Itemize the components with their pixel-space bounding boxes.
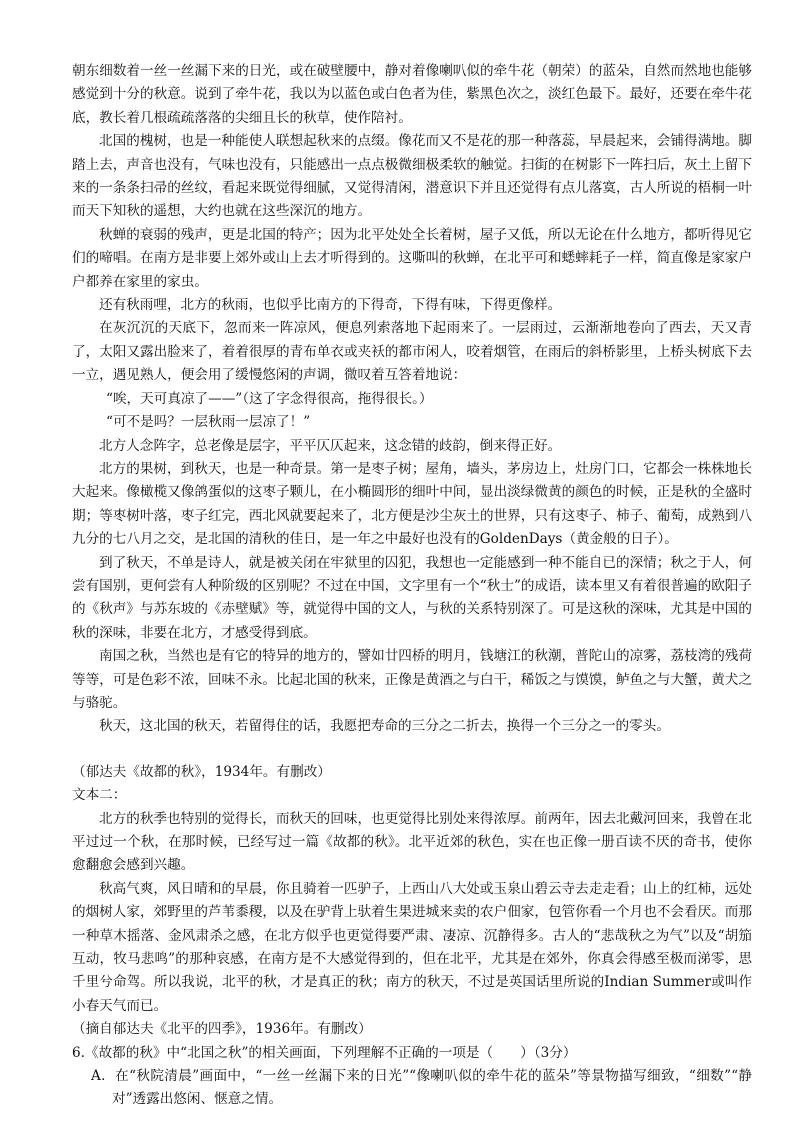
text-two (72, 784, 752, 1041)
text2-paragraph-1: 北方的秋季也特别的觉得长，而秋天的回味，也更觉得比别处来得浓厚。前两年，因去北戴河回来，我曾在北平过过一个秋，在那时候，已经写过一篇《故都的秋》。北平近郊的秋色，实在也正像一册百读不厌的奇书，使你愈翻愈会感到兴趣。 (72, 810, 752, 874)
text-one (72, 60, 752, 784)
question-option-a: A．在“秋院清晨”画面中，“一丝一丝漏下来的日光”“像喇叭似的牵牛花的蓝朵”等景物描写细致，“细数”“静对”透露出悠闲、惬意之情。 (91, 1068, 752, 1108)
question-6 (72, 1042, 752, 1112)
question-stem: 6.《故都的秋》中“北国之秋”的相关画面，下列理解不正确的一项是（ ）（3分） (72, 1044, 577, 1061)
document-page (72, 60, 752, 1112)
text1-dialogue-1: “唉，天可真凉了——”（这了字念得很高，拖得很长。） (106, 390, 433, 407)
text1-source: （郁达夫《故都的秋》，1934年。有删改） (72, 763, 331, 780)
paragraph-gap (72, 739, 752, 761)
text1-paragraph-5: 在灰沉沉的天底下，忽而来一阵凉风，便息列索落地下起雨来了。一层雨过，云渐渐地卷向了西去，天又青了，太阳又露出脸来了，着着很厚的青布单衣或夹袄的都市闲人，咬着烟管，在雨后的斜桥影里，上桥头树底下去一立，遇见熟人，便会用了缓慢悠闲的声调，微叹着互答着地说： (72, 320, 752, 384)
text1-paragraph-12: 秋天，这北国的秋天，若留得住的话，我愿把寿命的三分之二折去，换得一个三分之一的零头。 (99, 718, 670, 735)
text1-paragraph-8: 北方人念阵字，总老像是层字，平平仄仄起来，这念错的歧韵，倒来得正好。 (99, 437, 562, 454)
text2-paragraph-2: 秋高气爽，风日晴和的早晨，你且骑着一匹驴子，上西山八大处或玉泉山碧云寺去走走看；山上的红柿，远处的烟树人家，郊野里的芦苇黍稷，以及在驴背上驮着生果进城来卖的农户佃家，包管你看一个月也不会看厌。而那一种草木摇落、金风肃杀之感，在北方似乎也更觉得要严肃、凄凉、沉静得多。古人的“悲哉秋之为气”以及“胡笳互动，牧马悲鸣”的那种哀感，在南方是不大感觉得到的，但在北平，尤其是在郊外，你真会得感至极而涕零，思千里兮命驾。所以我说，北平的秋，才是真正的秋；南方的秋天，不过是英国话里所说的Indian Summer或叫作小春天气而已。 (72, 880, 752, 1014)
text1-paragraph-10: 到了秋天，不单是诗人，就是被关闭在牢狱里的囚犯，我想也一定能感到一种不能自已的深情；秋之于人，何尝有国别，更何尝有人种阶级的区别呢？不过在中国，文字里有一个“秋士”的成语，读本里又有着很普遍的欧阳子的《秋声》与苏东坡的《赤壁赋》等，就觉得中国的文人，与秋的关系特别深了。可是这秋的深味，尤其是中国的秋的深味，非要在北方，才感受得到底。 (72, 554, 752, 641)
text2-heading: 文本二： (72, 787, 127, 804)
text1-paragraph-3: 秋蝉的衰弱的残声，更是北国的特产；因为北平处处全长着树，屋子又低，所以无论在什么地方，都听得见它们的啼唱。在南方是非要上郊外或山上去才听得到的。这嘶叫的秋蝉，在北平可和蟋蟀耗子一样，简直像是家家户户都养在家里的家虫。 (72, 226, 752, 290)
text1-paragraph-1: 朝东细数着一丝一丝漏下来的日光，或在破壁腰中，静对着像喇叭似的牵牛花（朝荣）的蓝朵，自然而然地也能够感觉到十分的秋意。说到了牵牛花，我以为以蓝色或白色者为佳，紫黑色次之，淡红色最下。最好，还要在牵牛花底，教长着几根疏疏落落的尖细且长的秋草，使作陪衬。 (72, 63, 752, 126)
text1-paragraph-9: 北方的果树，到秋天，也是一种奇景。第一是枣子树；屋角，墙头，茅房边上，灶房门口，它都会一株株地长大起来。像橄榄又像鸽蛋似的这枣子颗儿，在小椭圆形的细叶中间，显出淡绿微黄的颜色的时候，正是秋的全盛时期；等枣树叶落，枣子红完，西北风就要起来了，北方便是沙尘灰土的世界，只有这枣子、柿子、葡萄，成熟到八九分的七八月之交，是北国的清秋的佳日，是一年之中最好也没有的GoldenDays（黄金般的日子）。 (72, 460, 752, 548)
text1-paragraph-2: 北国的槐树，也是一种能使人联想起秋来的点缀。像花而又不是花的那一种落蕊，早晨起来，会铺得满地。脚踏上去，声音也没有，气味也没有，只能感出一点点极微细极柔软的触觉。扫街的在树影下一阵扫后，灰土上留下来的一条条扫帚的丝纹，看起来既觉得细腻，又觉得清闲，潜意识下并且还觉得有点儿落寞，古人所说的梧桐一叶而天下知秋的遥想，大约也就在这些深沉的地方。 (72, 133, 752, 220)
text2-source: （摘自郁达夫《北平的四季》，1936年。有删改） (72, 1021, 372, 1038)
text1-dialogue-2: “可不是吗？一层秋雨一层凉了！” (106, 414, 311, 431)
text1-paragraph-4: 还有秋雨哩，北方的秋雨，也似乎比南方的下得奇，下得有味，下得更像样。 (99, 297, 562, 314)
text1-paragraph-11: 南国之秋，当然也是有它的特异的地方的，譬如廿四桥的明月，钱塘江的秋潮，普陀山的凉雾，荔枝湾的残荷等等，可是色彩不浓，回味不永。比起北国的秋来，正像是黄酒之与白干，稀饭之与馍馍，鲈鱼之与大蟹，黄犬之与骆驼。 (72, 648, 752, 711)
